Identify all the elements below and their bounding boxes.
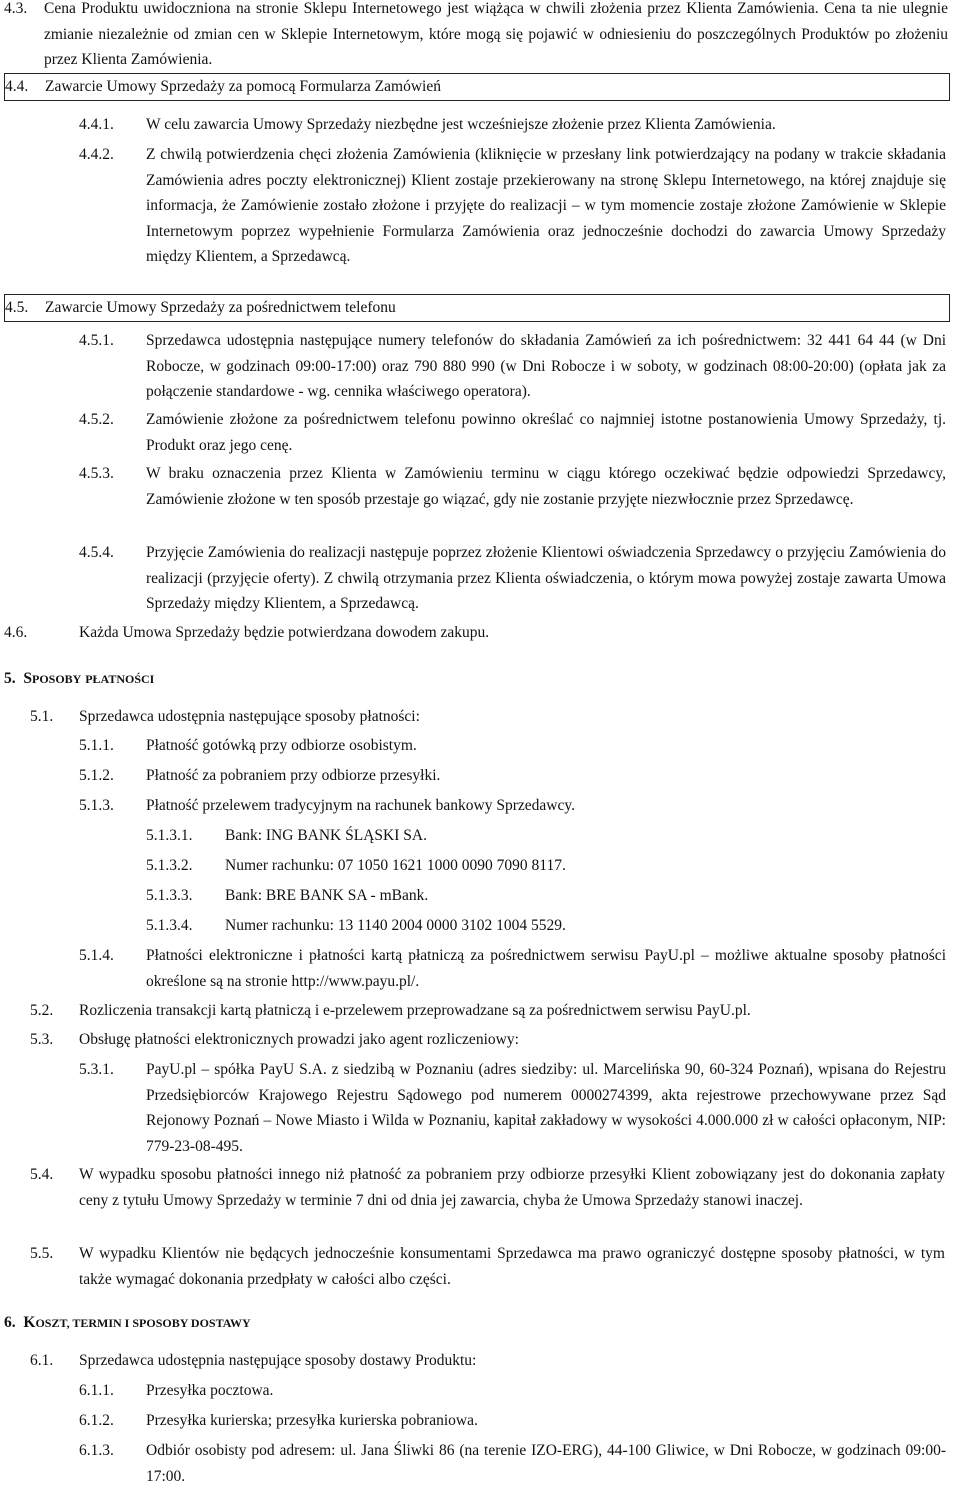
clause-text: Bank: ING BANK ŚLĄSKI SA. [225, 827, 427, 844]
section-heading-box [4, 294, 950, 322]
clause-text: Numer rachunku: 07 1050 1621 1000 0090 7090 8117. [225, 857, 566, 874]
heading-title-cap: K [23, 1314, 36, 1331]
heading-title-cap: S [23, 670, 32, 687]
clause-text: Obsługę płatności elektronicznych prowadzi jako agent rozliczeniowy: [79, 1031, 519, 1048]
clause-text: Płatność przelewem tradycyjnym na rachunek bankowy Sprzedawcy. [146, 797, 575, 814]
heading-title-smallcaps: PŁATNOŚCI [85, 672, 155, 686]
clause-text: Sprzedawca udostępnia następujące sposoby dostawy Produktu: [79, 1352, 477, 1369]
clause-text: Płatności elektroniczne i płatności kartą płatniczą za pośrednictwem serwisu PayU.pl – możliwe aktualne sposoby płatności określone są na stronie http://www.payu.pl/. [146, 947, 946, 990]
clause-number: 6.1.2. [79, 1412, 114, 1429]
heading-title-smallcaps: POSOBY [32, 672, 82, 686]
clause-text: Przyjęcie Zamówienia do realizacji następuje poprzez złożenie Klientowi oświadczenia Sprzedawcy o przyjęciu Zamówienia do realizacji (przyjęcie oferty). Z chwilą otrzymania przez Klienta oświadczenia, o którym mowa powyżej zostaje zawarta Umowa Sprzedaży między Klientem, a Sprzedawcą. [146, 544, 946, 612]
clause-text: Z chwilą potwierdzenia chęci złożenia Zamówienia (kliknięcie w przesłany link potwierdzający na podany w trakcie składania Zamówienia adres poczty elektronicznej) Klient zostaje przekierowany na stronę Sklepu Internetowego, na której znajduje się informacja, że Zamówienie zostało złożone i przyjęte do realizacji – w tym momencie zostaje złożone Zamówienie w Sklepie Internetowym poprzez wypełnienie Formularza Zamówienia oraz jednocześnie dochodzi do zawarcia Umowy Sprzedaży między Klientem, a Sprzedawcą. [146, 146, 946, 265]
clause-number: 5.1.3. [79, 797, 114, 814]
clause-number: 5.3.1. [79, 1061, 114, 1078]
clause-text: Numer rachunku: 13 1140 2004 0000 3102 1004 5529. [225, 917, 566, 934]
heading-number: 4.5. [5, 299, 29, 316]
section-heading-box [4, 73, 950, 101]
clause-number: 5.1.3.2. [146, 857, 193, 874]
clause-number: 5.1.2. [79, 767, 114, 784]
clause-number: 4.6. [4, 624, 28, 641]
clause-text: Przesyłka pocztowa. [146, 1382, 274, 1399]
heading-title: Zawarcie Umowy Sprzedaży za pomocą Formularza Zamówień [45, 78, 441, 95]
clause-text: W celu zawarcia Umowy Sprzedaży niezbędne jest wcześniejsze złożenie przez Klienta Zamówienia. [146, 116, 776, 133]
clause-text: W braku oznaczenia przez Klienta w Zamówieniu terminu w ciągu którego oczekiwać będzie odpowiedzi Sprzedawcy, Zamówienie złożone w ten sposób przestaje go wiązać, gdy nie zostanie przyjęte niezwłocznie przez Sprzedawcę. [146, 465, 946, 508]
clause-number: 5.5. [30, 1245, 54, 1262]
clause-number: 5.1.3.3. [146, 887, 193, 904]
section-6-heading [4, 1310, 251, 1337]
clause-text: Zamówienie złożone za pośrednictwem telefonu powinno określać co najmniej istotne postanowienia Umowy Sprzedaży, tj. Produkt oraz jego cenę. [146, 411, 946, 454]
heading-title: Zawarcie Umowy Sprzedaży za pośrednictwem telefonu [45, 299, 396, 316]
clause-number: 5.1.4. [79, 947, 114, 964]
clause-number: 5.1. [30, 708, 54, 725]
section-5-heading [4, 666, 154, 693]
clause-number: 4.5.2. [79, 411, 114, 428]
clause-text: Przesyłka kurierska; przesyłka kurierska pobraniowa. [146, 1412, 478, 1429]
clause-text: Bank: BRE BANK SA - mBank. [225, 887, 429, 904]
clause-number: 6.1.3. [79, 1442, 114, 1459]
clause-text: Cena Produktu uwidoczniona na stronie Sklepu Internetowego jest wiążąca w chwili złożenia przez Klienta Zamówienia. Cena ta nie ulegnie zmianie niezależnie od zmian cen w Sklepie Internetowym, które mogą się pojawić w odniesieniu do poszczególnych Produktów po złożeniu przez Klienta Zamówienia. [44, 0, 948, 68]
clause-text: Sprzedawca udostępnia następujące numery telefonów do składania Zamówień za ich pośrednictwem: 32 441 64 44 (w Dni Robocze, w godzinach 09:00-17:00) oraz 790 880 990 (w Dni Robocze i w soboty, w godzinach 08:00-20:00) (opłata jak za połączenie standardowe - wg. cennika właściwego operatora). [146, 332, 946, 400]
clause-text: Każda Umowa Sprzedaży będzie potwierdzana dowodem zakupu. [79, 624, 490, 641]
clause-number: 6.1.1. [79, 1382, 114, 1399]
clause-number: 4.5.3. [79, 465, 114, 482]
clause-number: 5.1.3.1. [146, 827, 193, 844]
clause-number: 5.1.3.4. [146, 917, 193, 934]
clause-number: 4.5.1. [79, 332, 114, 349]
clause-text: W wypadku Klientów nie będących jednocześnie konsumentami Sprzedawca ma prawo ograniczyć dostępne sposoby płatności, w tym także wymagać dokonania przedpłaty w całości albo części. [79, 1245, 945, 1288]
clause-text: Płatność za pobraniem przy odbiorze przesyłki. [146, 767, 441, 784]
clause-text: Odbiór osobisty pod adresem: ul. Jana Śliwki 86 (na terenie IZO-ERG), 44-100 Gliwice, w Dni Robocze, w godzinach 09:00-17:00. [146, 1442, 946, 1485]
clause-text: Płatność gotówką przy odbiorze osobistym. [146, 737, 417, 754]
heading-number: 5. [4, 670, 16, 687]
clause-number: 4.5.4. [79, 544, 114, 561]
clause-number: 4.3. [4, 0, 28, 17]
clause-number: 4.4.1. [79, 116, 114, 133]
clause-number: 4.4.2. [79, 146, 114, 163]
clause-number: 6.1. [30, 1352, 54, 1369]
clause-text: Sprzedawca udostępnia następujące sposoby płatności: [79, 708, 420, 725]
clause-number: 5.2. [30, 1002, 54, 1019]
clause-number: 5.1.1. [79, 737, 114, 754]
heading-title-smallcaps: OSZT, TERMIN I SPOSOBY DOSTAWY [35, 1316, 251, 1330]
clause-number: 5.3. [30, 1031, 54, 1048]
heading-number: 4.4. [5, 78, 29, 95]
clause-text: Rozliczenia transakcji kartą płatniczą i e-przelewem przeprowadzane są za pośrednictwem serwisu PayU.pl. [79, 1002, 751, 1019]
clause-text: PayU.pl – spółka PayU S.A. z siedzibą w Poznaniu (adres siedziby: ul. Marcelińska 90, 60-324 Poznań), wpisana do Rejestru Przedsiębiorców Krajowego Rejestru Sądowego pod numerem 0000274399, akta rejestrowe przechowywane przez Sąd Rejonowy Poznań – Nowe Miasto i Wilda w Poznaniu, kapitał zakładowy w wysokości 4.000.000 zł w całości opłaconym, NIP: 779-23-08-495. [146, 1061, 946, 1155]
clause-number: 5.4. [30, 1166, 54, 1183]
heading-number: 6. [4, 1314, 16, 1331]
clause-text: W wypadku sposobu płatności innego niż płatność za pobraniem przy odbiorze przesyłki Klient zobowiązany jest do dokonania zapłaty ceny z tytułu Umowy Sprzedaży w terminie 7 dni od dnia jej zawarcia, chyba że Umowa Sprzedaży stanowi inaczej. [79, 1166, 945, 1209]
